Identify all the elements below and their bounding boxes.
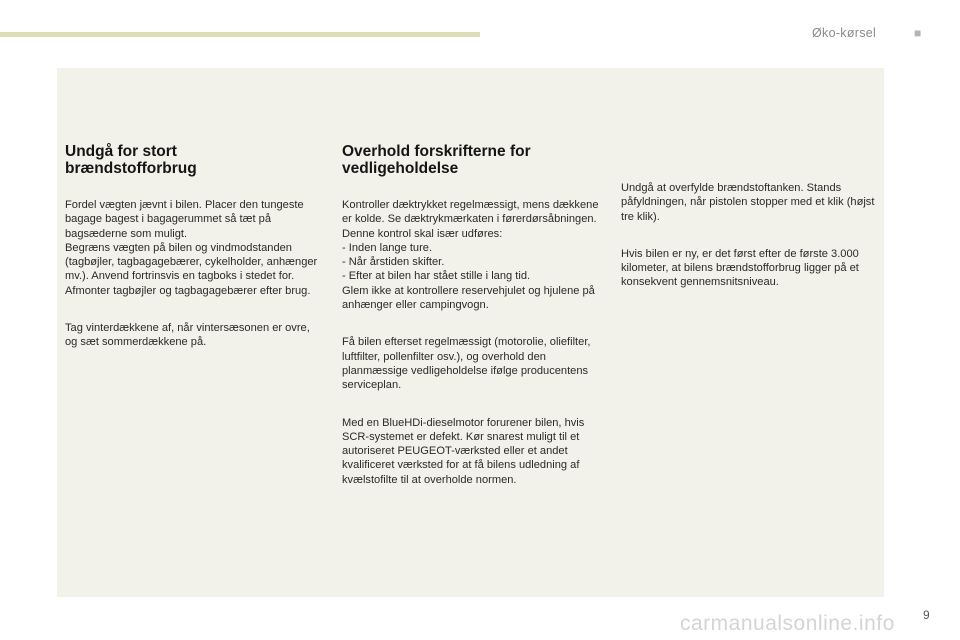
paragraph: Hvis bilen er ny, er det først efter de første 3.000 kilometer, at bilens brændstofforbrug ligger på et konsekvent gennemsnitsniveau. [621, 247, 859, 289]
column-middle [342, 144, 604, 510]
paragraph: Undgå at overfylde brændstoftanken. Stands påfyldningen, når pistolen stopper med et klik (højst tre klik). [621, 182, 875, 223]
content-panel [57, 68, 884, 597]
heading-fuel-consumption: Undgå for stort brændstofforbrug [65, 143, 197, 177]
section-title: Øko-kørsel [812, 26, 877, 40]
heading-maintenance: Overhold forskrifterne for vedligeholdelse [342, 143, 531, 177]
paragraph: Tag vinterdækkene af, når vintersæsonen er ovre, og sæt sommerdækkene på. [65, 322, 310, 349]
watermark: carmanualsonline.info [680, 612, 895, 635]
paragraph: Med en BlueHDi-dieselmotor forurener bilen, hvis SCR-systemet er defekt. Kør snarest muligt til et autoriseret PEUGEOT-værksted eller et andet kvalificeret værksted for at få bilens udledning af kvælstofilte til at overholde normen. [342, 416, 585, 486]
column-left [65, 144, 320, 373]
column-right [621, 181, 881, 313]
paragraph: Få bilen efterset regelmæssigt (motorolie, oliefilter, luftfilter, pollenfilter osv.), og overhold den planmæssige vedligeholdelse ifølge producentens serviceplan. [342, 336, 591, 392]
header-accent-bar [0, 32, 480, 37]
page-number: 9 [923, 608, 930, 622]
header-bullet-icon: ■ [914, 26, 922, 40]
paragraph: Kontroller dæktrykket regelmæssigt, mens dækkene er kolde. Se dæktrykmærkaten i førerdørsåbningen. Denne kontrol skal især udføres: - Inden lange ture. - Når årstiden skifter. - Efter at bilen har stået stille i lang tid. Glem ikke at kontrollere reservehjulet og hjulene på anhænger eller campingvogn. [342, 199, 599, 312]
paragraph: Fordel vægten jævnt i bilen. Placer den tungeste bagage bagest i bagagerummet så tæt på bagsæderne som muligt. Begræns vægten på bilen og vindmodstanden (tagbøjler, tagbagagebærer, cykelholder, anhænger mv.). Anvend fortrinsvis en tagboks i stedet for. Afmonter tagbøjler og tagbagagebærer efter brug. [65, 199, 318, 297]
